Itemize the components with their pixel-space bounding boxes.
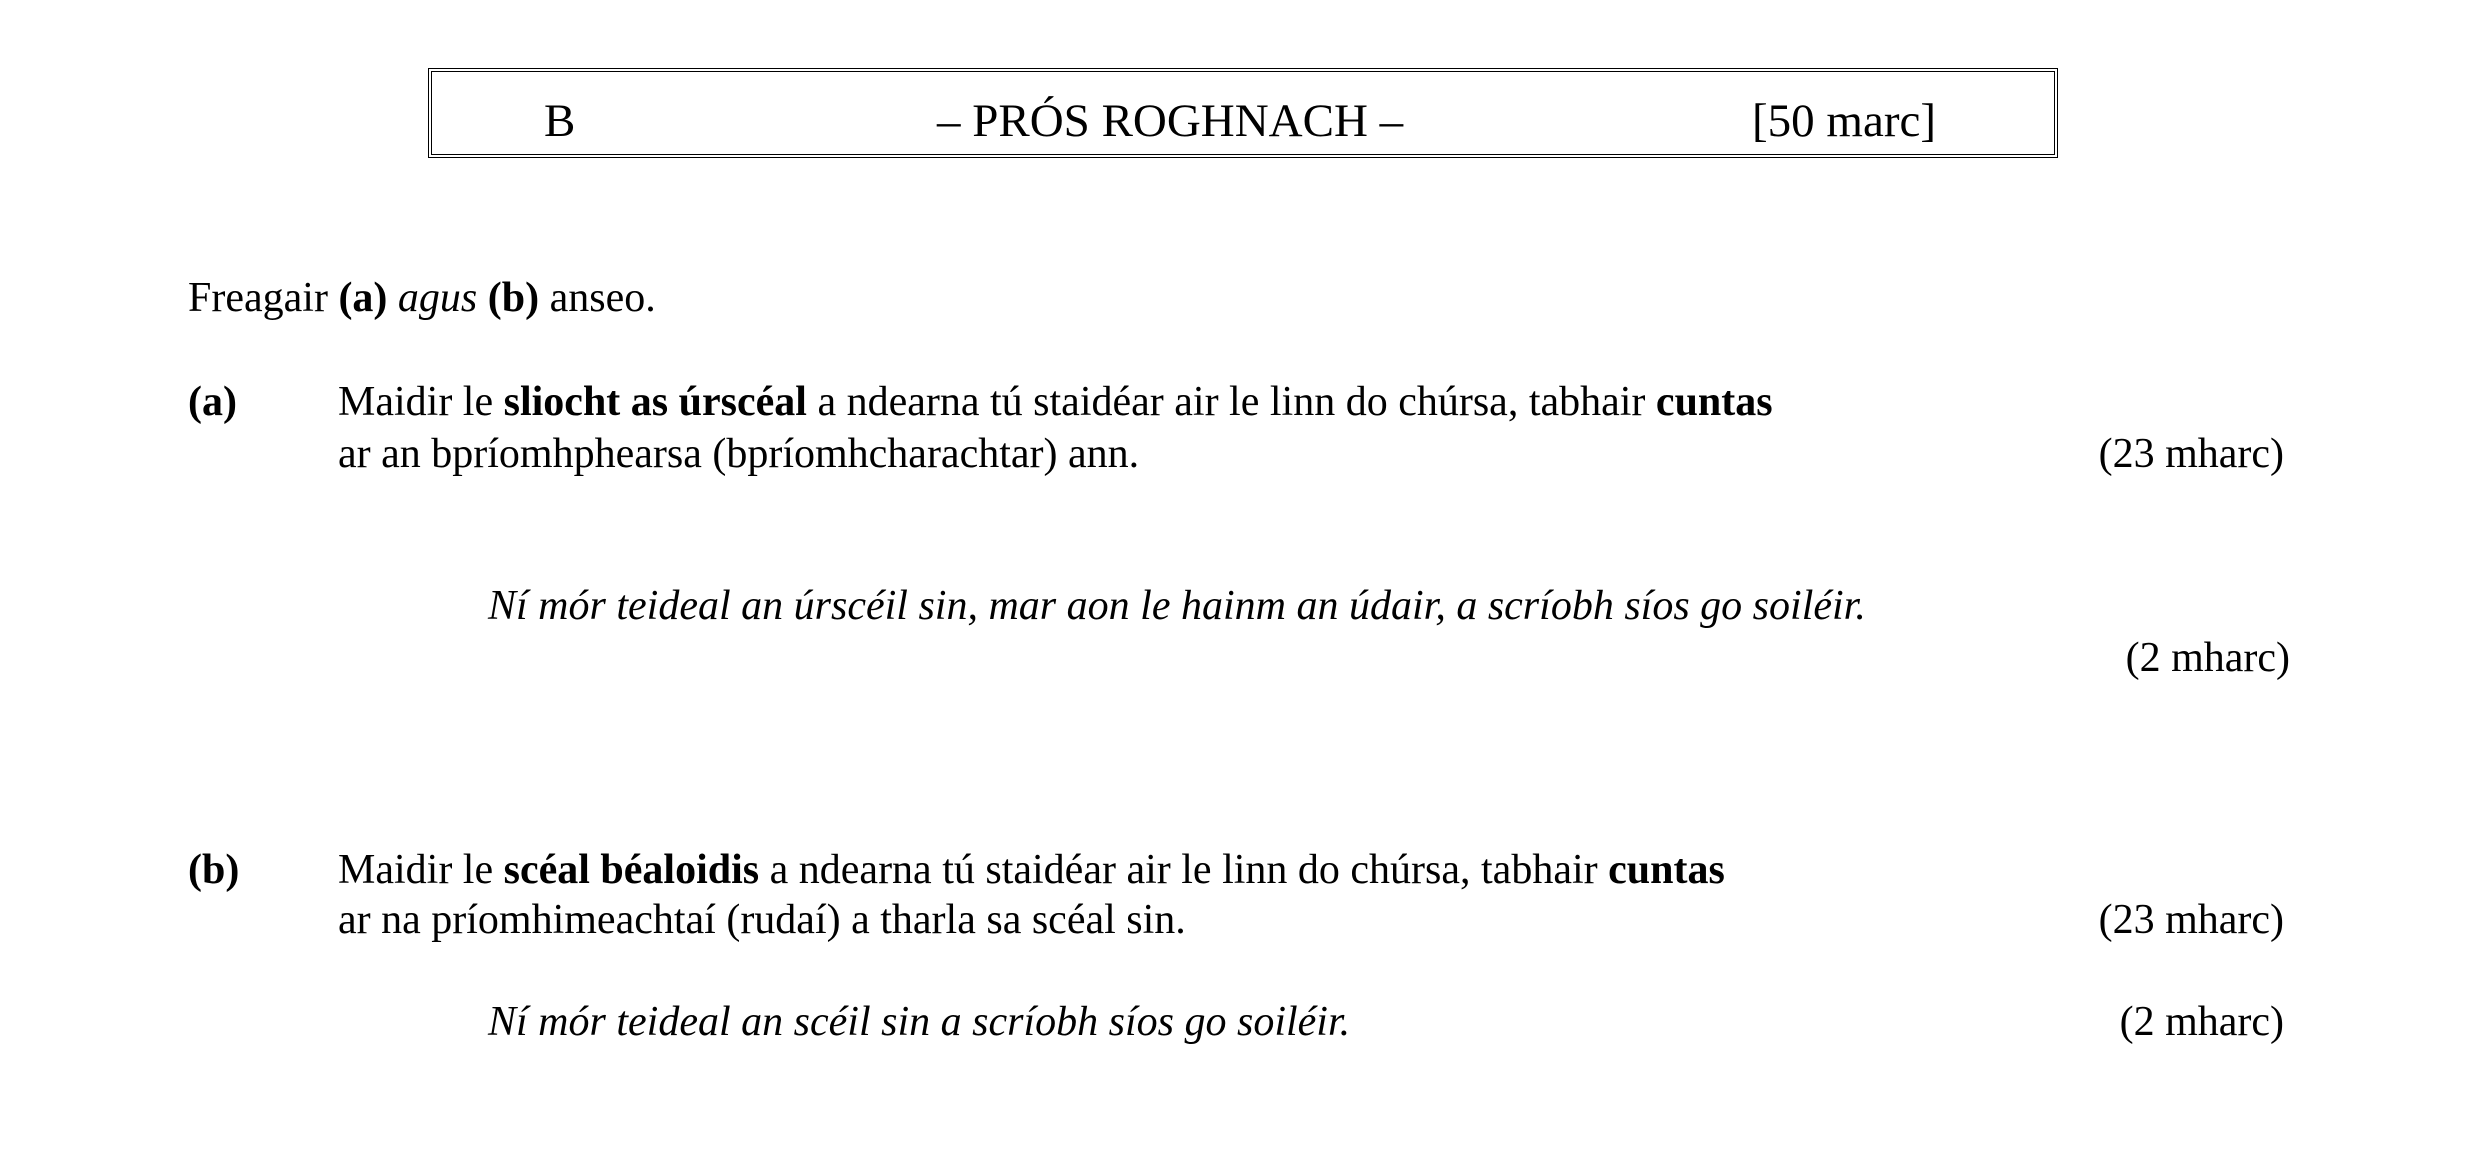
instruction-line bbox=[188, 277, 656, 319]
question-b-keyword: cuntas bbox=[1608, 847, 1725, 893]
question-a-note: Ní mór teideal an úrscéil sin, mar aon le hainm an údair, a scríobh síos go soiléir. bbox=[488, 583, 1866, 629]
question-b-marks: (23 mharc) bbox=[2098, 897, 2284, 943]
instruction-suffix: anseo. bbox=[549, 275, 656, 321]
instruction-part-b: (b) bbox=[487, 275, 540, 321]
question-b-note-marks: (2 mharc) bbox=[2119, 999, 2284, 1045]
question-b-label: (b) bbox=[188, 847, 240, 893]
question-a-keyword: cuntas bbox=[1655, 379, 1773, 425]
question-a-pre: Maidir le bbox=[338, 379, 494, 425]
section-header-box bbox=[428, 68, 2058, 158]
question-a-mid: a ndearna tú staidéar air le linn do chúrsa, tabhair bbox=[817, 379, 1646, 425]
question-b-pre: Maidir le bbox=[338, 847, 494, 893]
question-b-topic: scéal béaloidis bbox=[503, 847, 760, 893]
instruction-prefix: Freagair bbox=[188, 275, 328, 321]
question-a-line1 bbox=[338, 381, 1773, 423]
question-b-line1 bbox=[338, 849, 1725, 891]
instruction-part-a: (a) bbox=[338, 275, 388, 321]
question-a-label: (a) bbox=[188, 379, 237, 425]
question-b-mid: a ndearna tú staidéar air le linn do chúrsa, tabhair bbox=[769, 847, 1598, 893]
section-letter: B bbox=[544, 95, 576, 147]
question-a-marks: (23 mharc) bbox=[2098, 431, 2284, 477]
section-marks: [50 marc] bbox=[1752, 95, 1936, 147]
question-b-line2: ar na príomhimeachtaí (rudaí) a tharla sa scéal sin. bbox=[338, 897, 1186, 943]
question-a-topic: sliocht as úrscéal bbox=[503, 379, 807, 425]
section-title: – PRÓS ROGHNACH – bbox=[937, 95, 1404, 147]
question-a-line2: ar an bpríomhphearsa (bpríomhcharachtar) ann. bbox=[338, 431, 1140, 477]
instruction-connector: agus bbox=[397, 275, 478, 321]
question-b-note: Ní mór teideal an scéil sin a scríobh síos go soiléir. bbox=[488, 999, 1351, 1045]
question-a-note-marks: (2 mharc) bbox=[2125, 635, 2290, 681]
